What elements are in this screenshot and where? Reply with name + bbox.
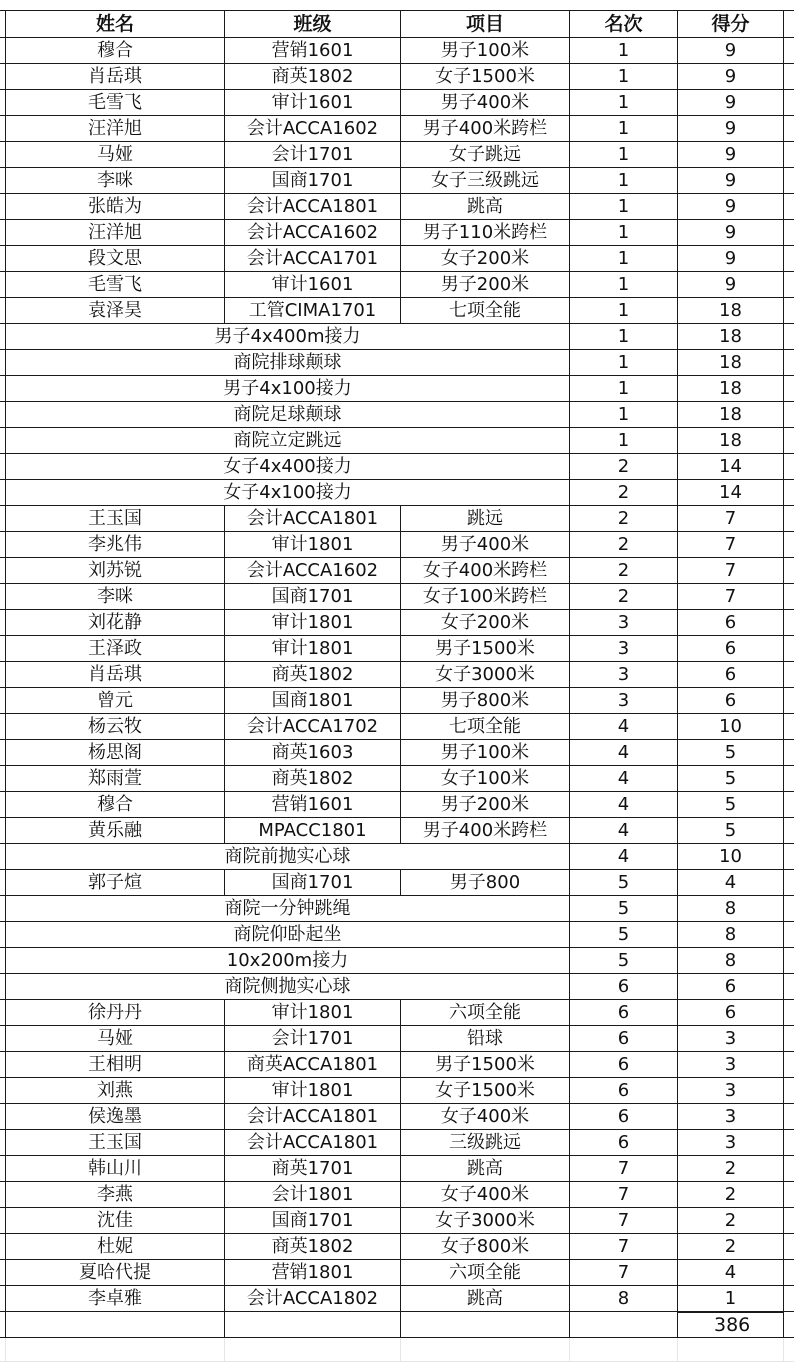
- cell-score[interactable]: 7: [678, 584, 784, 609]
- table-row: [0, 870, 794, 896]
- cell-score[interactable]: 9: [678, 246, 784, 271]
- cell-event[interactable]: 男子400米跨栏: [401, 116, 570, 141]
- cell-rank[interactable]: 1: [570, 220, 678, 245]
- table-row: [0, 1052, 794, 1078]
- cell-score[interactable]: 9: [678, 64, 784, 89]
- cell-class[interactable]: 营销1801: [225, 1260, 401, 1285]
- table-row: [0, 350, 794, 376]
- cell-score[interactable]: 5: [678, 818, 784, 843]
- cell-rank[interactable]: 1: [570, 350, 678, 375]
- table-row: [0, 532, 794, 558]
- cell-empty[interactable]: [570, 1312, 678, 1337]
- cell-event[interactable]: 男子800米: [401, 688, 570, 713]
- cell-rank[interactable]: 1: [570, 402, 678, 427]
- cell-rank[interactable]: 6: [570, 1026, 678, 1051]
- total-score[interactable]: 386: [678, 1312, 784, 1337]
- cell-class[interactable]: 商英1802: [225, 662, 401, 687]
- cell-score[interactable]: 9: [678, 116, 784, 141]
- cell-rank[interactable]: 2: [570, 506, 678, 531]
- table-row: [0, 168, 794, 194]
- cell-name[interactable]: 袁泽昊: [6, 298, 225, 323]
- cell-event[interactable]: 男子1500米: [401, 636, 570, 661]
- cell-score[interactable]: 6: [678, 1000, 784, 1025]
- cell-name[interactable]: 沈佳: [6, 1208, 225, 1233]
- cell-class[interactable]: 审计1801: [225, 1078, 401, 1103]
- cell-rank[interactable]: 1: [570, 194, 678, 219]
- cell-class[interactable]: 国商1701: [225, 168, 401, 193]
- cell-name[interactable]: 徐丹丹: [6, 1000, 225, 1025]
- cell-score[interactable]: 3: [678, 1104, 784, 1129]
- cell-name[interactable]: 李燕: [6, 1182, 225, 1207]
- cell-rank[interactable]: 1: [570, 116, 678, 141]
- cell-event[interactable]: 七项全能: [401, 298, 570, 323]
- cell-score[interactable]: 14: [678, 454, 784, 479]
- cell-score[interactable]: 18: [678, 298, 784, 323]
- cell-rank[interactable]: 2: [570, 532, 678, 557]
- cell-empty[interactable]: [225, 1312, 401, 1337]
- table-row: [0, 90, 794, 116]
- table-row: [0, 922, 794, 948]
- table-row: [0, 610, 794, 636]
- table-row: [0, 246, 794, 272]
- cell-class[interactable]: 审计1801: [225, 636, 401, 661]
- table-row: [0, 1104, 794, 1130]
- cell-score[interactable]: 10: [678, 714, 784, 739]
- cell-name[interactable]: 毛雪飞: [6, 272, 225, 297]
- cell-name[interactable]: 王相明: [6, 1052, 225, 1077]
- cell-rank[interactable]: 4: [570, 792, 678, 817]
- cell-event[interactable]: 女子400米: [401, 1104, 570, 1129]
- cell-name[interactable]: 刘苏锐: [6, 558, 225, 583]
- table-row: [0, 1000, 794, 1026]
- cell-score[interactable]: 8: [678, 896, 784, 921]
- cell-class[interactable]: 会计ACCA1701: [225, 246, 401, 271]
- cell-class[interactable]: 会计ACCA1602: [225, 116, 401, 141]
- cell-event[interactable]: 女子3000米: [401, 662, 570, 687]
- table-row: [0, 1208, 794, 1234]
- cell-name[interactable]: 李兆伟: [6, 532, 225, 557]
- cell-name[interactable]: 杨云牧: [6, 714, 225, 739]
- cell-class[interactable]: 会计ACCA1801: [225, 1130, 401, 1155]
- table-row: [0, 1078, 794, 1104]
- cell-rank[interactable]: 6: [570, 1104, 678, 1129]
- cell-empty[interactable]: [570, 1338, 678, 1361]
- cell-class[interactable]: 会计1801: [225, 1182, 401, 1207]
- cell-event[interactable]: 铅球: [401, 1026, 570, 1051]
- cell-event[interactable]: 女子400米: [401, 1182, 570, 1207]
- cell-rank[interactable]: 5: [570, 896, 678, 921]
- cell-merged-event[interactable]: 商院仰卧起坐: [6, 922, 570, 947]
- cell-name[interactable]: 王玉国: [6, 506, 225, 531]
- table-row: [0, 116, 794, 142]
- cell-name[interactable]: 郭子煊: [6, 870, 225, 895]
- cell-name[interactable]: 穆合: [6, 38, 225, 63]
- table-row: [0, 402, 794, 428]
- cell-rank[interactable]: 6: [570, 974, 678, 999]
- cell-score[interactable]: 6: [678, 662, 784, 687]
- cell-score[interactable]: 4: [678, 870, 784, 895]
- cell-event[interactable]: 男子100米: [401, 740, 570, 765]
- cell-score[interactable]: 2: [678, 1182, 784, 1207]
- cell-event[interactable]: 女子三级跳远: [401, 168, 570, 193]
- table-row: [0, 1026, 794, 1052]
- cell-score[interactable]: 7: [678, 558, 784, 583]
- cell-score[interactable]: 18: [678, 376, 784, 401]
- cell-event[interactable]: 男子800: [401, 870, 570, 895]
- header-rank[interactable]: 名次: [570, 11, 678, 37]
- cell-name[interactable]: 肖岳琪: [6, 64, 225, 89]
- cell-score[interactable]: 9: [678, 90, 784, 115]
- cell-class[interactable]: 会计ACCA1801: [225, 1104, 401, 1129]
- cell-score[interactable]: 7: [678, 532, 784, 557]
- cell-score[interactable]: 6: [678, 974, 784, 999]
- cell-name[interactable]: 李咪: [6, 168, 225, 193]
- total-row: [0, 1312, 794, 1338]
- table-row: [0, 298, 794, 324]
- cell-rank[interactable]: 4: [570, 740, 678, 765]
- cell-class[interactable]: 审计1801: [225, 1000, 401, 1025]
- cell-class[interactable]: 会计ACCA1602: [225, 220, 401, 245]
- cell-class[interactable]: 会计1701: [225, 142, 401, 167]
- table-row: [0, 584, 794, 610]
- table-row: [0, 272, 794, 298]
- cell-score[interactable]: 9: [678, 194, 784, 219]
- cell-score[interactable]: 5: [678, 740, 784, 765]
- cell-class[interactable]: 工管CIMA1701: [225, 298, 401, 323]
- cell-event[interactable]: 女子1500米: [401, 1078, 570, 1103]
- cell-name[interactable]: 杜妮: [6, 1234, 225, 1259]
- cell-class[interactable]: 会计ACCA1801: [225, 506, 401, 531]
- table-row: [0, 480, 794, 506]
- cell-class[interactable]: 商英1802: [225, 64, 401, 89]
- cell-rank[interactable]: 6: [570, 1130, 678, 1155]
- table-row: [0, 324, 794, 350]
- cell-merged-event[interactable]: 商院前抛实心球: [6, 844, 570, 869]
- cell-score[interactable]: 18: [678, 428, 784, 453]
- cell-rank[interactable]: 1: [570, 324, 678, 349]
- cell-class[interactable]: 国商1701: [225, 584, 401, 609]
- cell-score[interactable]: 18: [678, 324, 784, 349]
- cell-rank[interactable]: 1: [570, 298, 678, 323]
- cell-event[interactable]: 六项全能: [401, 1000, 570, 1025]
- cell-event[interactable]: 女子1500米: [401, 64, 570, 89]
- table-row: [0, 194, 794, 220]
- cell-name[interactable]: 李卓雅: [6, 1286, 225, 1311]
- table-row: [0, 428, 794, 454]
- table-row: [0, 38, 794, 64]
- cell-name[interactable]: 马娅: [6, 1026, 225, 1051]
- cell-score[interactable]: 2: [678, 1156, 784, 1181]
- cell-class[interactable]: MPACC1801: [225, 818, 401, 843]
- cell-score[interactable]: 8: [678, 922, 784, 947]
- cell-score[interactable]: 18: [678, 402, 784, 427]
- cell-event[interactable]: 跳远: [401, 506, 570, 531]
- cell-score[interactable]: 3: [678, 1052, 784, 1077]
- cell-score[interactable]: 2: [678, 1208, 784, 1233]
- cell-rank[interactable]: 1: [570, 64, 678, 89]
- table-row: [0, 688, 794, 714]
- cell-score[interactable]: 14: [678, 480, 784, 505]
- cell-score[interactable]: 9: [678, 168, 784, 193]
- cell-rank[interactable]: 4: [570, 818, 678, 843]
- cell-class[interactable]: 营销1601: [225, 792, 401, 817]
- cell-score[interactable]: 6: [678, 636, 784, 661]
- cell-rank[interactable]: 3: [570, 688, 678, 713]
- cell-rank[interactable]: 7: [570, 1234, 678, 1259]
- cell-rank[interactable]: 1: [570, 246, 678, 271]
- table-row: [0, 1156, 794, 1182]
- cell-merged-event[interactable]: 商院侧抛实心球: [6, 974, 570, 999]
- cell-rank[interactable]: 2: [570, 584, 678, 609]
- cell-name[interactable]: 王泽政: [6, 636, 225, 661]
- cell-event[interactable]: 男子400米跨栏: [401, 818, 570, 843]
- cell-rank[interactable]: 1: [570, 90, 678, 115]
- cell-class[interactable]: 审计1601: [225, 272, 401, 297]
- cell-event[interactable]: 女子200米: [401, 246, 570, 271]
- cell-score[interactable]: 6: [678, 610, 784, 635]
- cell-score[interactable]: 3: [678, 1026, 784, 1051]
- cell-name[interactable]: 汪洋旭: [6, 116, 225, 141]
- cell-event[interactable]: 女子100米跨栏: [401, 584, 570, 609]
- cell-class[interactable]: 会计ACCA1602: [225, 558, 401, 583]
- cell-rank[interactable]: 1: [570, 272, 678, 297]
- table-row: [0, 636, 794, 662]
- cell-event[interactable]: 女子3000米: [401, 1208, 570, 1233]
- table-row: [0, 1260, 794, 1286]
- cell-merged-event[interactable]: 商院立定跳远: [6, 428, 570, 453]
- table-row: [0, 818, 794, 844]
- cell-class[interactable]: 商英ACCA1801: [225, 1052, 401, 1077]
- cell-name[interactable]: 夏哈代提: [6, 1260, 225, 1285]
- cell-class[interactable]: 审计1801: [225, 532, 401, 557]
- cell-class[interactable]: 国商1701: [225, 1208, 401, 1233]
- cell-score[interactable]: 8: [678, 948, 784, 973]
- cell-event[interactable]: 男子110米跨栏: [401, 220, 570, 245]
- header-event[interactable]: 项目: [401, 11, 570, 37]
- cell-event[interactable]: 女子800米: [401, 1234, 570, 1259]
- cell-rank[interactable]: 2: [570, 480, 678, 505]
- cell-class[interactable]: 会计1701: [225, 1026, 401, 1051]
- cell-score[interactable]: 6: [678, 688, 784, 713]
- cell-merged-event[interactable]: 商院足球颠球: [6, 402, 570, 427]
- cell-empty[interactable]: [225, 1338, 401, 1361]
- table-row: [0, 740, 794, 766]
- cell-rank[interactable]: 6: [570, 1000, 678, 1025]
- cell-class[interactable]: 会计ACCA1702: [225, 714, 401, 739]
- cell-rank[interactable]: 3: [570, 610, 678, 635]
- cell-event[interactable]: 女子400米跨栏: [401, 558, 570, 583]
- cell-rank[interactable]: 3: [570, 636, 678, 661]
- header-name[interactable]: 姓名: [6, 11, 225, 37]
- header-row: [0, 10, 794, 38]
- cell-name[interactable]: 杨思阁: [6, 740, 225, 765]
- cell-event[interactable]: 男子200米: [401, 792, 570, 817]
- cell-class[interactable]: 会计ACCA1802: [225, 1286, 401, 1311]
- cell-score[interactable]: 7: [678, 506, 784, 531]
- cell-rank[interactable]: 7: [570, 1208, 678, 1233]
- table-row: [0, 948, 794, 974]
- cell-class[interactable]: 商英1802: [225, 1234, 401, 1259]
- cell-name[interactable]: 韩山川: [6, 1156, 225, 1181]
- cell-rank[interactable]: 6: [570, 1052, 678, 1077]
- cell-class[interactable]: 审计1801: [225, 610, 401, 635]
- cell-name[interactable]: 侯逸墨: [6, 1104, 225, 1129]
- table-row: [0, 896, 794, 922]
- table-row: [0, 766, 794, 792]
- cell-class[interactable]: 国商1801: [225, 688, 401, 713]
- cell-score[interactable]: 10: [678, 844, 784, 869]
- cell-merged-event[interactable]: 商院排球颠球: [6, 350, 570, 375]
- cell-score[interactable]: 3: [678, 1130, 784, 1155]
- table-row: [0, 376, 794, 402]
- cell-empty[interactable]: [401, 1312, 570, 1337]
- cell-rank[interactable]: 4: [570, 844, 678, 869]
- cell-score[interactable]: 18: [678, 350, 784, 375]
- cell-rank[interactable]: 4: [570, 766, 678, 791]
- cell-rank[interactable]: 8: [570, 1286, 678, 1311]
- cell-name[interactable]: 王玉国: [6, 1130, 225, 1155]
- cell-name[interactable]: 穆合: [6, 792, 225, 817]
- table-row: [0, 220, 794, 246]
- cell-class[interactable]: 国商1701: [225, 870, 401, 895]
- cell-empty[interactable]: [6, 1312, 225, 1337]
- cell-rank[interactable]: 7: [570, 1260, 678, 1285]
- cell-event[interactable]: 男子400米: [401, 90, 570, 115]
- cell-score[interactable]: 3: [678, 1078, 784, 1103]
- cell-score[interactable]: 9: [678, 220, 784, 245]
- cell-merged-event[interactable]: 商院一分钟跳绳: [6, 896, 570, 921]
- cell-class[interactable]: 审计1601: [225, 90, 401, 115]
- cell-rank[interactable]: 5: [570, 870, 678, 895]
- empty-grid-row: [0, 1338, 794, 1362]
- cell-merged-event[interactable]: 10x200m接力: [6, 948, 570, 973]
- cell-event[interactable]: 男子1500米: [401, 1052, 570, 1077]
- table-row: [0, 974, 794, 1000]
- cell-rank[interactable]: 1: [570, 428, 678, 453]
- cell-score[interactable]: 5: [678, 792, 784, 817]
- cell-rank[interactable]: 7: [570, 1156, 678, 1181]
- cell-event[interactable]: 男子100米: [401, 38, 570, 63]
- cell-score[interactable]: 4: [678, 1260, 784, 1285]
- cell-name[interactable]: 肖岳琪: [6, 662, 225, 687]
- cell-rank[interactable]: 4: [570, 714, 678, 739]
- cell-class[interactable]: 商英1802: [225, 766, 401, 791]
- cell-name[interactable]: 黄乐融: [6, 818, 225, 843]
- cell-rank[interactable]: 1: [570, 38, 678, 63]
- table-row: [0, 142, 794, 168]
- cell-score[interactable]: 9: [678, 38, 784, 63]
- cell-name[interactable]: 张皓为: [6, 194, 225, 219]
- cell-score[interactable]: 9: [678, 142, 784, 167]
- table-row: [0, 506, 794, 532]
- cell-event[interactable]: 七项全能: [401, 714, 570, 739]
- cell-event[interactable]: 女子跳远: [401, 142, 570, 167]
- header-class[interactable]: 班级: [225, 11, 401, 37]
- cell-score[interactable]: 9: [678, 272, 784, 297]
- table-row: [0, 844, 794, 870]
- cell-name[interactable]: 马娅: [6, 142, 225, 167]
- cell-event[interactable]: 三级跳远: [401, 1130, 570, 1155]
- table-row: [0, 454, 794, 480]
- cell-name[interactable]: 汪洋旭: [6, 220, 225, 245]
- cell-class[interactable]: 营销1601: [225, 38, 401, 63]
- table-row: [0, 714, 794, 740]
- table-row: [0, 792, 794, 818]
- cell-rank[interactable]: 5: [570, 922, 678, 947]
- cell-score[interactable]: 5: [678, 766, 784, 791]
- cell-event[interactable]: 跳高: [401, 1286, 570, 1311]
- cell-merged-event[interactable]: 男子4x400m接力: [6, 324, 570, 349]
- cell-empty[interactable]: [401, 1338, 570, 1361]
- cell-name[interactable]: 刘燕: [6, 1078, 225, 1103]
- cell-event[interactable]: 跳高: [401, 1156, 570, 1181]
- cell-event[interactable]: 女子200米: [401, 610, 570, 635]
- cell-event[interactable]: 男子200米: [401, 272, 570, 297]
- cell-name[interactable]: 毛雪飞: [6, 90, 225, 115]
- cell-merged-event[interactable]: 女子4x100接力: [6, 480, 570, 505]
- cell-merged-event[interactable]: 女子4x400接力: [6, 454, 570, 479]
- cell-class[interactable]: 会计ACCA1801: [225, 194, 401, 219]
- cell-name[interactable]: 郑雨萱: [6, 766, 225, 791]
- cell-empty[interactable]: [6, 1338, 225, 1361]
- cell-name[interactable]: 段文思: [6, 246, 225, 271]
- table-row: [0, 1286, 794, 1312]
- table-row: [0, 64, 794, 90]
- cell-event[interactable]: 跳高: [401, 194, 570, 219]
- cell-rank[interactable]: 2: [570, 454, 678, 479]
- cell-class[interactable]: 商英1701: [225, 1156, 401, 1181]
- cell-rank[interactable]: 3: [570, 662, 678, 687]
- table-row: [0, 662, 794, 688]
- cell-name[interactable]: 曾元: [6, 688, 225, 713]
- cell-rank[interactable]: 5: [570, 948, 678, 973]
- table-row: [0, 1234, 794, 1260]
- cell-merged-event[interactable]: 男子4x100接力: [6, 376, 570, 401]
- cell-empty[interactable]: [678, 1338, 784, 1361]
- cell-rank[interactable]: 2: [570, 558, 678, 583]
- cell-name[interactable]: 刘花静: [6, 610, 225, 635]
- cell-name[interactable]: 李咪: [6, 584, 225, 609]
- cell-score[interactable]: 2: [678, 1234, 784, 1259]
- cell-rank[interactable]: 6: [570, 1078, 678, 1103]
- cell-rank[interactable]: 1: [570, 142, 678, 167]
- header-score[interactable]: 得分: [678, 11, 784, 37]
- cell-event[interactable]: 女子100米: [401, 766, 570, 791]
- table-row: [0, 558, 794, 584]
- cell-event[interactable]: 六项全能: [401, 1260, 570, 1285]
- cell-rank[interactable]: 1: [570, 168, 678, 193]
- table-row: [0, 1182, 794, 1208]
- cell-class[interactable]: 商英1603: [225, 740, 401, 765]
- cell-rank[interactable]: 1: [570, 376, 678, 401]
- cell-rank[interactable]: 7: [570, 1182, 678, 1207]
- table-row: [0, 1130, 794, 1156]
- cell-event[interactable]: 男子400米: [401, 532, 570, 557]
- cell-score[interactable]: 1: [678, 1286, 784, 1311]
